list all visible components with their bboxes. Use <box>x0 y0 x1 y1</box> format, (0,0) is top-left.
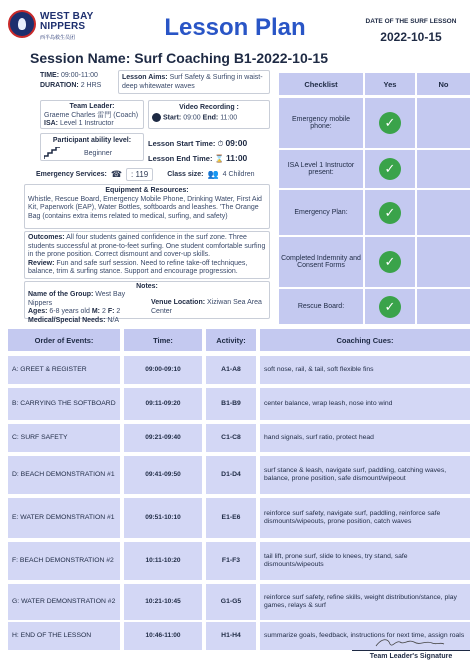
signature-scribble <box>370 636 450 650</box>
table-row: G: WATER DEMONSTRATION #2 10:21-10:45 G1-G5 reinforce surf safety, refine skills, weight distribution/stance, play games, relays & surf <box>8 584 470 620</box>
lesson-times: Lesson Start Time: ⏱ 09:00 Lesson End Time: ⌛ 11:00 <box>148 138 248 163</box>
table-row: D: BEACH DEMONSTRATION #1 09:41-09:50 D1-D4 surf stance & leash, navigate surf, paddling, catching waves, balance, prone position, safe dismount/wipeout <box>8 456 470 494</box>
checklist-no-header: No <box>417 73 470 95</box>
events-header-activity: Activity: <box>206 329 256 351</box>
team-leader-box: Team Leader: Graeme Charles 雷門 (Coach) ISA: Level 1 Instructor <box>40 100 144 129</box>
checklist-row: ISA Level 1 Instructor present: ✓ <box>279 150 470 188</box>
check-icon: ✓ <box>379 251 401 273</box>
events-header-cues: Coaching Cues: <box>260 329 470 351</box>
check-icon: ✓ <box>379 202 401 224</box>
time-duration: TIME: 09:00-11:00 DURATION: 2 HRS <box>40 72 102 89</box>
checklist-row: Emergency mobile phone: ✓ <box>279 98 470 148</box>
table-row: E: WATER DEMONSTRATION #1 09:51-10:10 E1-E6 reinforce surf safety, navigate surf, paddling, reinforce safe dismounts/wipeouts, prone position, catch waves <box>8 498 470 538</box>
page-title: Lesson Plan <box>164 14 306 41</box>
clock-icon: ⏱ <box>217 139 224 148</box>
stairs-icon <box>44 147 60 159</box>
video-recording-box: Video Recording : Start: 09:00 End: 11:00 <box>148 100 270 129</box>
ability-box: Participant ability level: Beginner <box>40 133 144 161</box>
outcomes-review-box: Outcomes: All four students gained confidence in the surf zone. Three students successful at prone-to-feet surfing. One student comfortable surfing in the prone position. Correct dismount and cover-up skills. Review: Fun and safe surf session. Need to refine take-off techniques, balance, trim & surfing stance. Support and encourage progression. <box>24 231 270 279</box>
checklist-row: Emergency Plan: ✓ <box>279 190 470 235</box>
logo-subtitle: 西半岛救生员团 <box>40 35 76 41</box>
signature-label: Team Leader's Signature <box>352 650 470 660</box>
emergency-class-row: Emergency Services: ☎ : 119 Class size: 👥 4 Children <box>36 168 255 179</box>
logo-line1: WEST BAY <box>40 11 94 22</box>
events-header-time: Time: <box>124 329 202 351</box>
check-icon: ✓ <box>379 158 401 180</box>
table-row: F: BEACH DEMONSTRATION #2 10:11-10:20 F1-F3 tail lift, prone surf, slide to knees, try stand, safe dismounts/wipeouts <box>8 542 470 580</box>
checklist-header: Checklist <box>279 73 363 95</box>
table-row: H: END OF THE LESSON 10:46-11:00 H1-H4 summarize goals, feedback, instructions for next time, assign roals <box>8 622 470 650</box>
table-row: A: GREET & REGISTER 09:00-09:10 A1-A8 soft nose, rail, & tail, soft flexible fins <box>8 356 470 384</box>
logo <box>6 8 110 44</box>
checklist-row: Completed Indemnity and Consent Forms ✓ <box>279 237 470 287</box>
logo-line2: NIPPERS <box>40 21 86 32</box>
checklist-row: Rescue Board: ✓ <box>279 289 470 324</box>
checklist-yes-header: Yes <box>365 73 415 95</box>
session-name: Session Name: Surf Coaching B1-2022-10-15 <box>30 50 328 66</box>
table-row: B: CARRYING THE SOFTBOARD 09:11-09:20 B1-B9 center balance, wrap leash, nose into wind <box>8 388 470 420</box>
equipment-box: Equipment & Resources: Whistle, Rescue Board, Emergency Mobile Phone, Drinking Water, First Aid Kit, Paperwork (EAP), Water Bottles, softboards and leashes. 'The Orange Bag (contains extra items related to medical, surfing, and safety) <box>24 184 270 229</box>
date-value: 2022-10-15 <box>380 30 442 44</box>
date-label: DATE OF THE SURF LESSON <box>365 18 457 25</box>
notes-box: Notes: Name of the Group: West Bay Nippers Ages: 6-8 years old M: 2 F: 2 Medical/Special Needs: N/A Venue Location: Xiziwan Sea Area Center <box>24 281 270 319</box>
phone-icon: ☎ <box>110 168 123 179</box>
lesson-aims-box: Lesson Aims: Surf Safety & Surfing in waist-deep whitewater waves <box>118 70 270 94</box>
events-header-order: Order of Events: <box>8 329 120 351</box>
hourglass-icon: ⌛ <box>214 154 224 163</box>
video-camera-icon <box>152 113 161 122</box>
people-icon: 👥 <box>207 168 219 179</box>
check-icon: ✓ <box>379 296 401 318</box>
table-row: C: SURF SAFETY 09:21-09:40 C1-C8 hand signals, surf ratio, protect head <box>8 424 470 452</box>
logo-emblem-icon <box>8 10 36 38</box>
check-icon: ✓ <box>379 112 401 134</box>
